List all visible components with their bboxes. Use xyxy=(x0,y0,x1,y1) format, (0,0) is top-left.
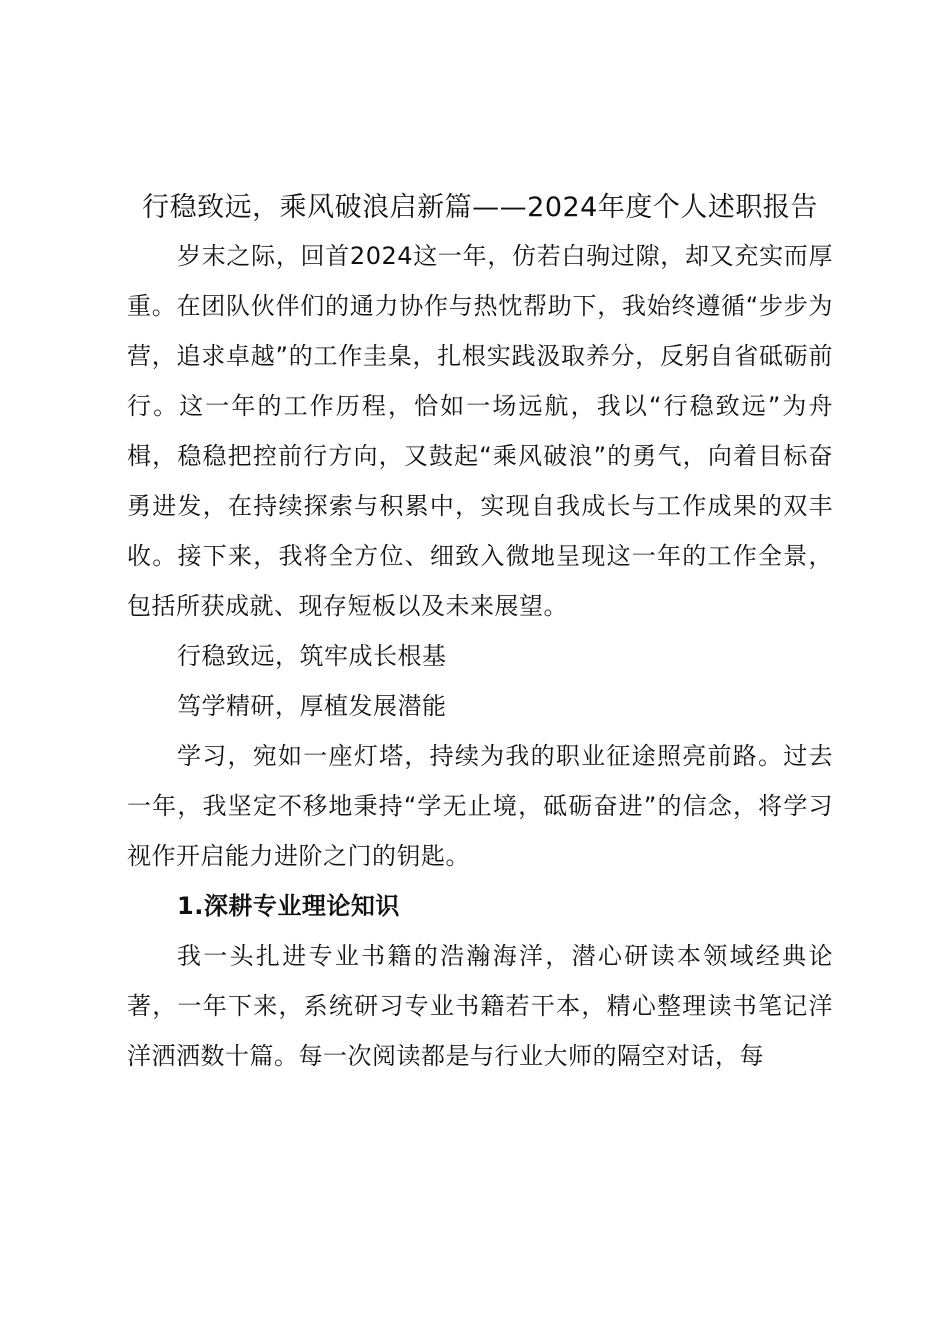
document-title: 行稳致远，乘风破浪启新篇——2024年度个人述职报告 xyxy=(142,192,818,223)
intro-paragraph: 岁末之际，回首2024这一年，仿若白驹过隙，却又充实而厚重。在团队伙伴们的通力协作与热忱帮助下，我始终遵循“步步为营，追求卓越”的工作圭臬，扎根实践汲取养分，反躬自省砥砺前行。这一年的工作历程，恰如一场远航，我以“行稳致远”为舟楫，稳稳把控前行方向，又鼓起“乘风破浪”的勇气，向着目标奋勇进发，在持续探索与积累中，实现自我成长与工作成果的双丰收。接下来，我将全方位、细致入微地呈现这一年的工作全景，包括所获成就、现存短板以及未来展望。 xyxy=(127,242,833,620)
document-body xyxy=(127,184,833,1081)
item-heading: 1.深耕专业理论知识 xyxy=(177,892,400,920)
section-heading: 行稳致远，筑牢成长根基 xyxy=(177,642,447,670)
subsection-heading: 笃学精研，厚植发展潜能 xyxy=(177,692,447,720)
item-paragraph: 我一头扎进专业书籍的浩瀚海洋，潜心研读本领域经典论著，一年下来，系统研习专业书籍若干本，精心整理读书笔记洋洋洒洒数十篇。每一次阅读都是与行业大师的隔空对话，每 xyxy=(127,942,833,1070)
study-paragraph: 学习，宛如一座灯塔，持续为我的职业征途照亮前路。过去一年，我坚定不移地秉持“学无止境，砥砺奋进”的信念，将学习视作开启能力进阶之门的钥匙。 xyxy=(127,742,833,870)
